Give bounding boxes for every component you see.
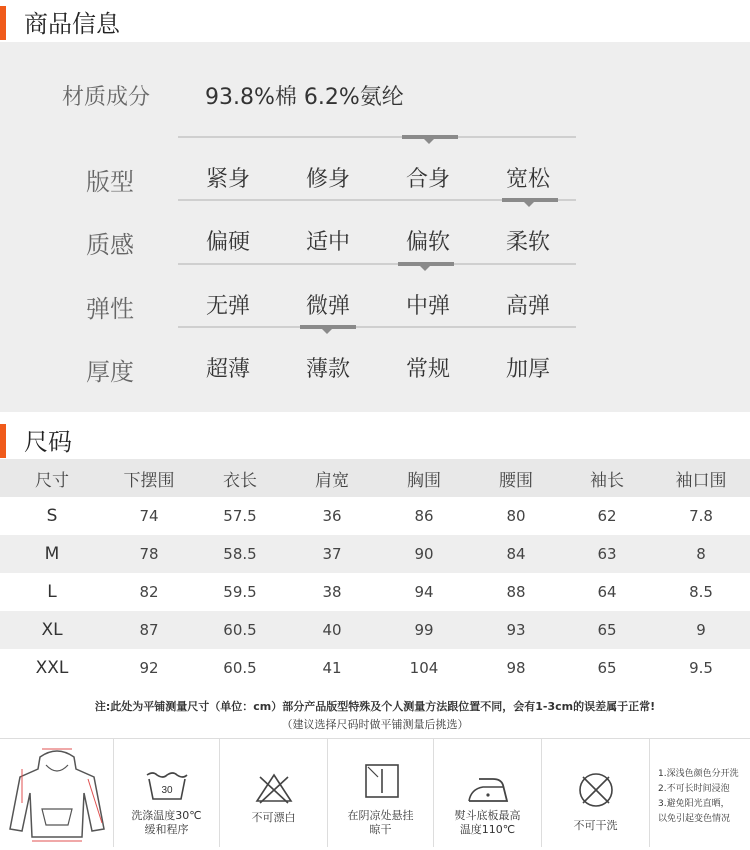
attribute-option: 微弹 — [305, 294, 350, 319]
column-header: 尺寸 — [0, 459, 104, 497]
table-cell: 86 — [414, 507, 434, 525]
table-row — [0, 649, 750, 687]
material-value: 93.8%棉 6.2%氨纶 — [205, 85, 404, 110]
table-cell: 84 — [470, 535, 562, 573]
table-cell: 62 — [597, 507, 617, 525]
column-header: 袖口围 — [652, 459, 750, 497]
size-table-header — [0, 459, 750, 497]
care-line-dry — [328, 739, 434, 847]
care-iron — [434, 739, 542, 847]
care-instructions — [0, 738, 750, 846]
measurement-note: 注:此处为平铺测量尺寸（单位：cm）部分产品版型特殊及个人测量方法跟位置不同，会有1-3cm的误差属于正常! — [94, 700, 656, 713]
scale-line — [178, 136, 576, 138]
column-header: 腰围 — [470, 459, 562, 497]
caption-line: 不可漂白 — [251, 811, 296, 824]
table-cell: 78 — [104, 535, 194, 573]
table-cell: XL — [0, 611, 104, 649]
table-cell: 7.8 — [689, 507, 713, 525]
no-dry-clean-icon — [577, 771, 615, 809]
table-cell: 82 — [139, 583, 159, 601]
table-cell: 94 — [414, 583, 434, 601]
care-tip: 以免引起变色情况 — [658, 814, 731, 824]
table-cell: 60.5 — [194, 611, 286, 649]
table-cell: 65 — [597, 659, 617, 677]
care-no-bleach — [220, 739, 328, 847]
table-cell: 9.5 — [689, 659, 713, 677]
product-info-title: 商品信息 — [24, 10, 120, 38]
attribute-option: 柔软 — [505, 230, 550, 255]
care-tip: 2.不可长时间浸泡 — [658, 784, 730, 794]
attribute-option: 常规 — [405, 357, 450, 382]
table-cell: 92 — [139, 659, 159, 677]
attribute-label: 弹性 — [86, 295, 134, 323]
attribute-row-thickness — [0, 352, 750, 412]
table-cell: XXL — [35, 658, 69, 678]
wash-30-icon — [145, 769, 189, 803]
wash-temp-label: 30 — [161, 785, 173, 796]
table-cell: 57.5 — [223, 507, 257, 525]
table-row — [0, 611, 750, 649]
no-bleach-icon — [254, 771, 294, 805]
size-title: 尺码 — [24, 428, 72, 456]
accent-bar — [0, 6, 6, 40]
attribute-row-fit — [0, 162, 750, 222]
table-cell: 64 — [597, 583, 617, 601]
caption-line: 缓和程序 — [144, 823, 189, 836]
caption-line: 不可干洗 — [573, 819, 618, 832]
attribute-option: 无弹 — [205, 294, 250, 319]
attribute-option: 薄款 — [305, 357, 350, 382]
table-cell: 90 — [378, 535, 470, 573]
care-wash — [114, 739, 220, 847]
table-cell: 36 — [322, 507, 342, 525]
table-cell: 60.5 — [223, 659, 257, 677]
attribute-label: 质感 — [86, 231, 134, 259]
care-caption — [114, 809, 219, 837]
hoodie-diagram-icon — [2, 743, 112, 843]
table-cell: 63 — [562, 535, 652, 573]
care-tip: 1.深浅色颜色分开洗 — [658, 769, 739, 779]
selected-marker — [398, 262, 454, 266]
table-cell: S — [46, 506, 58, 526]
attribute-row-texture — [0, 225, 750, 285]
selected-marker — [502, 198, 558, 202]
table-cell: 74 — [139, 507, 159, 525]
table-cell: 37 — [286, 535, 378, 573]
care-caption — [220, 811, 327, 825]
table-cell: 41 — [322, 659, 342, 677]
accent-bar — [0, 424, 6, 458]
caption-line: 晾干 — [369, 823, 392, 836]
table-cell: 80 — [506, 507, 526, 525]
care-tips — [650, 739, 750, 847]
attribute-label: 厚度 — [86, 358, 134, 386]
care-caption — [328, 809, 433, 837]
table-cell: 58.5 — [194, 535, 286, 573]
table-cell: 88 — [506, 583, 526, 601]
material-label: 材质成分 — [62, 85, 151, 110]
attribute-option: 高弹 — [505, 294, 550, 319]
attribute-option: 合身 — [405, 167, 450, 192]
iron-icon — [465, 775, 511, 805]
attribute-option: 加厚 — [505, 357, 550, 382]
table-cell: 93 — [470, 611, 562, 649]
attribute-option: 中弹 — [405, 294, 450, 319]
table-cell: 65 — [562, 611, 652, 649]
table-cell: 98 — [506, 659, 526, 677]
care-no-dry-clean — [542, 739, 650, 847]
attribute-option: 紧身 — [205, 167, 250, 192]
column-header: 胸围 — [378, 459, 470, 497]
attribute-option: 偏硬 — [205, 230, 250, 255]
measurement-advice: （建议选择尺码时做平铺测量后挑选） — [281, 718, 469, 731]
caption-line: 在阴凉处悬挂 — [347, 809, 414, 822]
table-cell: L — [47, 582, 57, 602]
care-caption — [434, 809, 541, 837]
scale-line — [178, 263, 576, 265]
selected-marker — [402, 135, 458, 139]
caption-line: 熨斗底板最高 — [454, 809, 521, 822]
hoodie-diagram — [0, 739, 114, 847]
table-cell: 87 — [104, 611, 194, 649]
care-tip: 3.避免阳光直晒， — [658, 799, 730, 809]
caption-line: 温度110℃ — [459, 823, 516, 836]
table-cell: M — [0, 535, 104, 573]
size-header — [0, 418, 750, 460]
table-cell: 99 — [378, 611, 470, 649]
column-header: 肩宽 — [286, 459, 378, 497]
column-header: 衣长 — [194, 459, 286, 497]
attribute-option: 适中 — [305, 230, 350, 255]
table-cell: 38 — [322, 583, 342, 601]
table-cell: 8.5 — [689, 583, 713, 601]
attribute-option: 宽松 — [505, 167, 550, 192]
table-cell: 8 — [652, 535, 750, 573]
size-table — [0, 459, 750, 687]
table-row — [0, 573, 750, 611]
column-header: 袖长 — [562, 459, 652, 497]
product-info-header — [0, 0, 750, 42]
attribute-label: 版型 — [86, 168, 134, 196]
attribute-option: 偏软 — [405, 230, 450, 255]
selected-marker — [300, 325, 356, 329]
scale-line — [178, 326, 576, 328]
column-header: 下摆围 — [104, 459, 194, 497]
table-row — [0, 535, 750, 573]
attribute-row-elasticity — [0, 289, 750, 349]
attribute-option: 超薄 — [205, 357, 250, 382]
line-dry-shade-icon — [364, 763, 400, 799]
table-cell: 59.5 — [223, 583, 257, 601]
care-tips-list — [658, 767, 739, 827]
table-row — [0, 497, 750, 535]
table-cell: 9 — [652, 611, 750, 649]
attribute-option: 修身 — [305, 167, 350, 192]
table-cell: 104 — [409, 659, 439, 677]
caption-line: 洗涤温度30℃ — [131, 809, 202, 822]
care-caption — [542, 819, 649, 833]
table-cell: 40 — [286, 611, 378, 649]
